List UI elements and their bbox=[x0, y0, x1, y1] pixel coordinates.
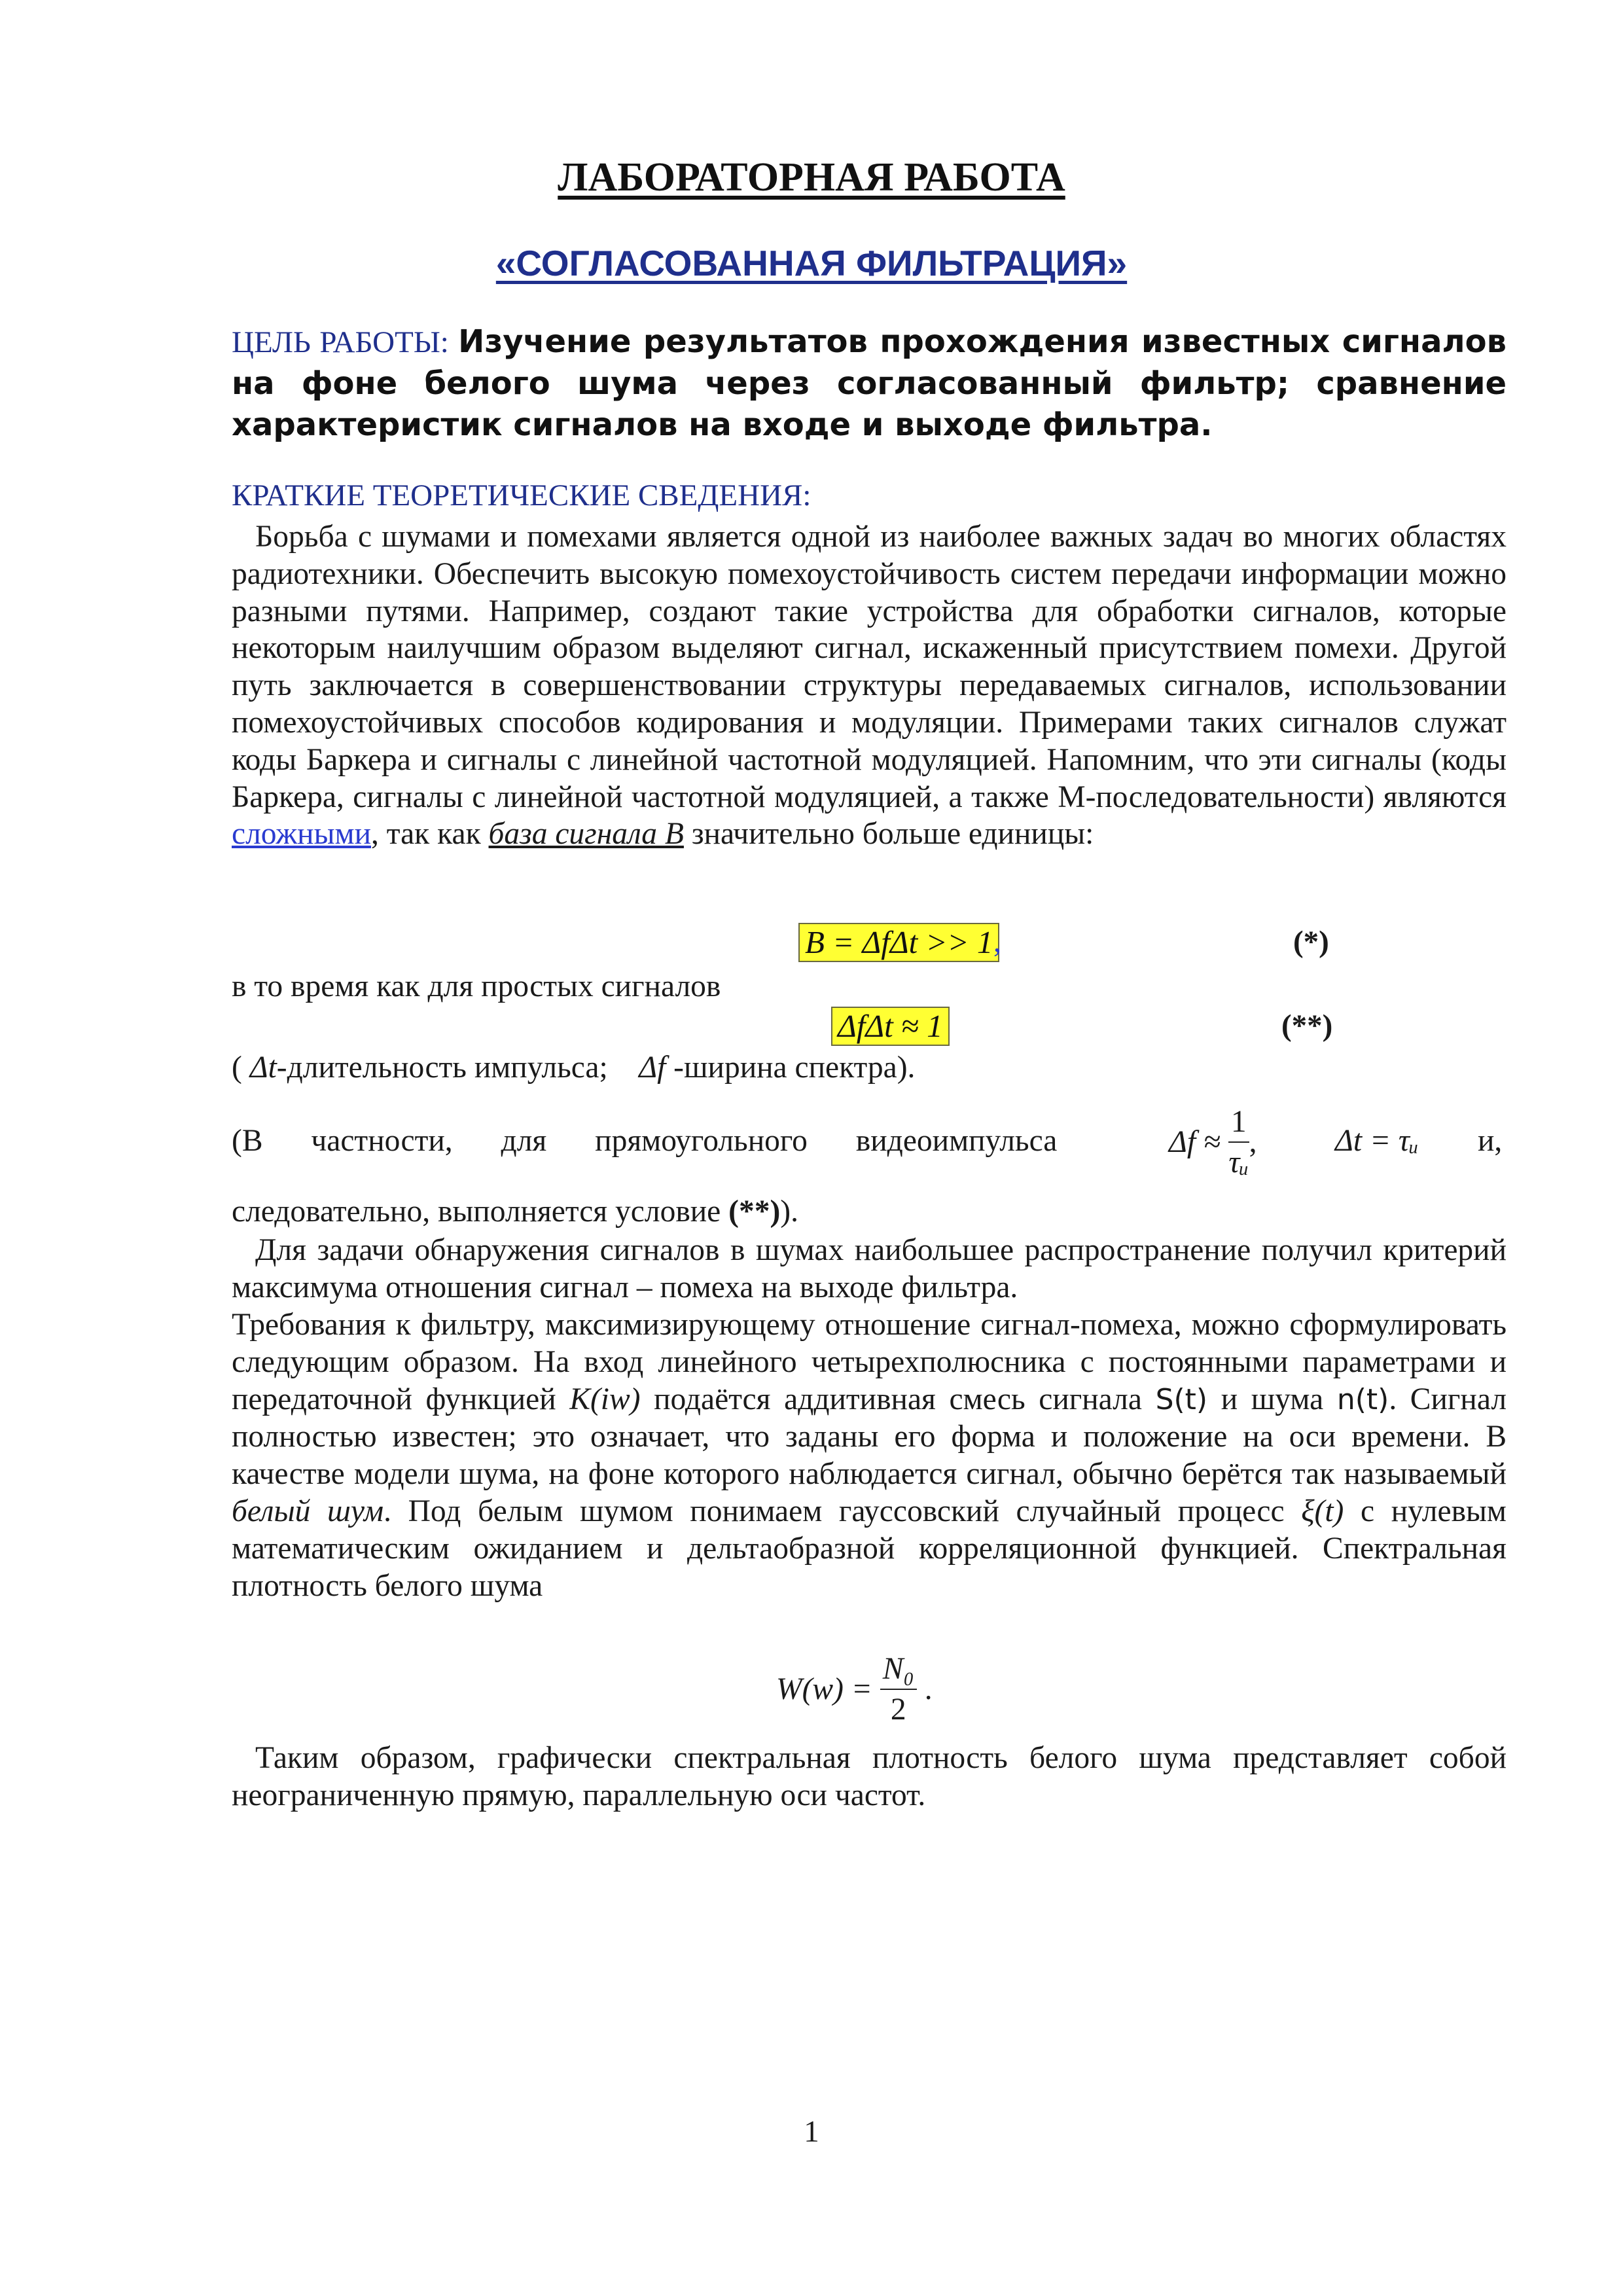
equation-label-1: (*) bbox=[1293, 925, 1329, 959]
consequently-ref: (**) bbox=[728, 1194, 781, 1229]
partial-formula-df bbox=[1169, 1102, 1257, 1182]
formula-simple-signal: ΔfΔt ≈ 1 bbox=[831, 1007, 950, 1046]
def-df-text: -ширина спектра). bbox=[673, 1050, 916, 1085]
fraction-denominator: τᵤ bbox=[1228, 1145, 1249, 1179]
signal-term: S(t) bbox=[1155, 1382, 1208, 1416]
fraction-numerator: 1 bbox=[1228, 1102, 1249, 1143]
partial-and: и, bbox=[1478, 1124, 1503, 1158]
noise-term: n(t) bbox=[1336, 1382, 1389, 1416]
def-open: ( bbox=[232, 1050, 242, 1085]
theory-paragraph-3 bbox=[232, 1306, 1507, 1604]
goal-label: ЦЕЛЬ РАБОТЫ: bbox=[232, 325, 449, 359]
goal-text: Изучение результатов прохождения известных сигналов на фоне белого шума через согласованный фильтр; сравнение характеристик сигналов на входе и выходе фильтра. bbox=[232, 323, 1507, 443]
equation-label-2: (**) bbox=[1281, 1009, 1333, 1043]
page-subtitle: «СОГЛАСОВАННАЯ ФИЛЬТРАЦИЯ» bbox=[495, 243, 1128, 283]
formula3-numerator: N₀ bbox=[880, 1649, 917, 1690]
p3-b: подаётся аддитивная смесь сигнала bbox=[654, 1382, 1142, 1416]
formula-complex-signal: B = ΔfΔt >> 1 bbox=[798, 923, 999, 962]
fraction-one-over-tau bbox=[1228, 1102, 1249, 1182]
theory-heading: КРАТКИЕ ТЕОРЕТИЧЕСКИЕ СВЕДЕНИЯ: bbox=[232, 478, 812, 512]
def-dt: Δt bbox=[249, 1050, 277, 1085]
fraction-n0-over-2 bbox=[880, 1649, 917, 1729]
theory-paragraph-2 bbox=[232, 1232, 1507, 1306]
transfer-function: K(iw) bbox=[569, 1382, 641, 1416]
partial-case-line bbox=[232, 1123, 1507, 1158]
consequently-text: следовательно, выполняется условие bbox=[232, 1194, 721, 1229]
page-number: 1 bbox=[804, 2115, 819, 2149]
random-process-term: ξ(t) bbox=[1301, 1494, 1344, 1528]
formula3-dot: . bbox=[924, 1672, 933, 1706]
signal-base-term: база сигнала B bbox=[488, 817, 684, 852]
p1-text: Борьба с шумами и помехами является одной из наиболее важных задач во многих областях радиотехники. Обеспечить высокую помехоустойчивость систем передачи информации можно разными путями. Например, создают такие устройства для обработки сигналов, которые некоторым наилучшим образом выделяют сигнал, искаженный присутствием помехи. Другой путь заключается в совершенствовании структуры передаваемых сигналов, использовании помехоустойчивых способов кодирования и модуляции. Примерами таких сигналов служат коды Баркера и сигналы с линейной частотной модуляцией. Напомним, что эти сигналы (коды Баркера, сигналы с линейной частотной модуляцией, а также М-последовательности) являются bbox=[232, 520, 1507, 814]
theory-paragraph-4 bbox=[232, 1740, 1507, 1814]
p3-e: . Под белым шумом понимаем гауссовский случайный процесс bbox=[383, 1494, 1285, 1528]
formula3-left: W(w) = bbox=[776, 1672, 872, 1706]
partial-comma: , bbox=[1249, 1125, 1257, 1159]
formula1-comma: , bbox=[993, 925, 1001, 959]
consequently-line bbox=[232, 1194, 798, 1229]
complex-signals-link[interactable]: сложными bbox=[232, 817, 371, 852]
def-dt-text: -длительность импульса; bbox=[276, 1050, 608, 1085]
consequently-end: ). bbox=[780, 1194, 798, 1229]
p3-c: и шума bbox=[1221, 1382, 1324, 1416]
p3-f: с нулевым математическим ожиданием и дельтаобразной корреляционной функцией. Спектральная плотность белого шума bbox=[232, 1494, 1507, 1603]
goal-section bbox=[232, 321, 1507, 445]
p1-end: значительно больше единицы: bbox=[691, 817, 1094, 852]
page-title: ЛАБОРАТОРНАЯ РАБОТА bbox=[558, 155, 1065, 200]
formula-spectral-density bbox=[776, 1649, 933, 1729]
p3-d: . Сигнал полностью известен; это означает, что заданы его форма и положение на оси времени. В качестве модели шума, на фоне которого наблюдается сигнал, обычно берётся так называемый bbox=[232, 1382, 1507, 1492]
white-noise-term: белый шум bbox=[232, 1494, 384, 1528]
partial-text: (В частности, для прямоугольного видеоимпульса bbox=[232, 1124, 1058, 1158]
definitions-line bbox=[232, 1050, 915, 1085]
p1-mid: , так как bbox=[371, 817, 481, 852]
p4-text: Таким образом, графически спектральная плотность белого шума представляет собой неограниченную прямую, параллельную оси частот. bbox=[232, 1741, 1507, 1812]
formula3-denominator: 2 bbox=[890, 1693, 906, 1727]
partial-formula-dt: Δt = τᵤ bbox=[1335, 1124, 1419, 1158]
def-df: Δf bbox=[639, 1050, 666, 1085]
partial-df: Δf ≈ bbox=[1169, 1125, 1221, 1159]
p3-a: Требования к фильтру, максимизирующему отношение сигнал-помеха, можно сформулировать следующим образом. На вход линейного четырехполюсника с постоянными параметрами и передаточной функцией bbox=[232, 1308, 1507, 1416]
p2-text: Для задачи обнаружения сигналов в шумах наибольшее распространение получил критерий максимума отношения сигнал – помеха на выходе фильтра. bbox=[232, 1233, 1507, 1304]
theory-paragraph-1 bbox=[232, 518, 1507, 853]
simple-signals-text: в то время как для простых сигналов bbox=[232, 969, 721, 1003]
